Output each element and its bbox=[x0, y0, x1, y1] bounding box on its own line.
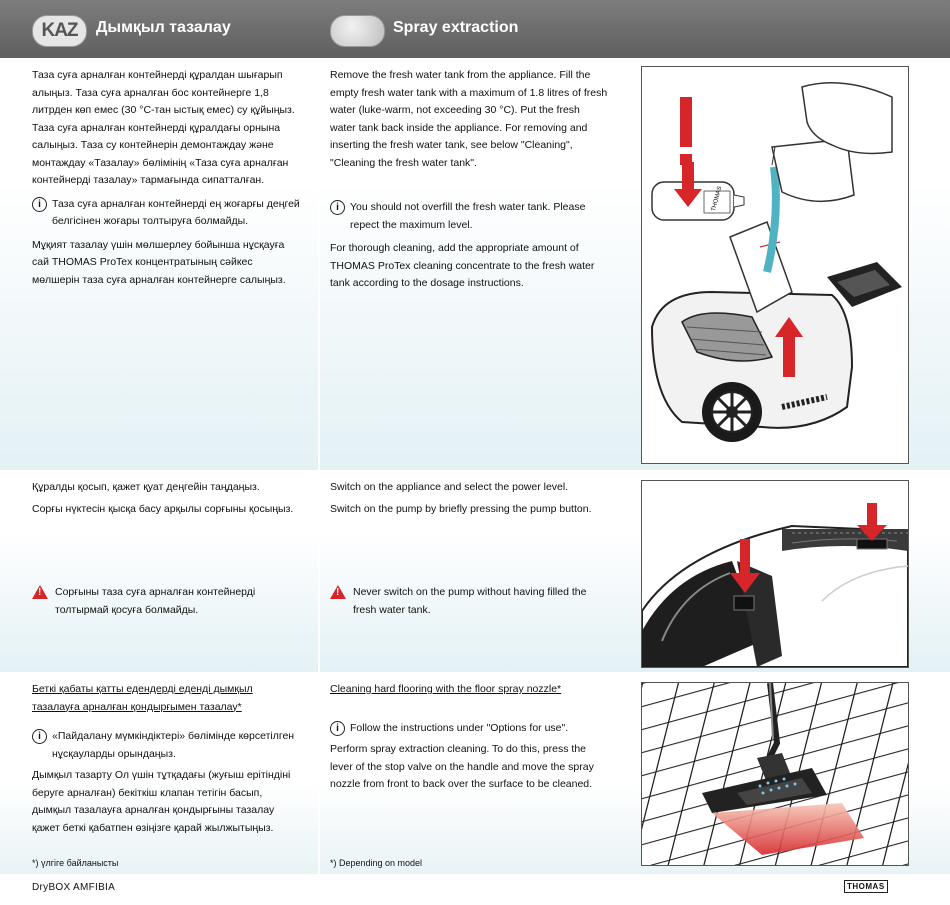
section1-kaz-note: Таза суға арналған контейнерді ең жоғарғы деңгей белгісінен жоғары толтыруға болмайды. bbox=[52, 197, 300, 227]
fill-tank-illustration bbox=[641, 66, 909, 464]
footer-model: DryBOX AMFIBIA bbox=[32, 882, 116, 893]
warning-icon: ! bbox=[330, 585, 346, 599]
section1-en-text2: For thorough cleaning, add the appropriate amount of THOMAS ProTex cleaning concentrate to the fresh water tank according to the dosage instructions. bbox=[330, 242, 595, 289]
switch-on-illustration bbox=[641, 480, 909, 668]
footer-brand-logo: THOMAS bbox=[844, 880, 888, 893]
info-icon: i bbox=[330, 721, 345, 736]
section3-kaz-text: Дымқыл тазарту Ол үшін тұтқадағы (жуғыш ерітіндіні беруге арналған) бекіткіш клапан тетігін басып, дымқыл тазалауға арналған қондырғыны тазалау қажет беткі қабатпен өзіңізге қарай жылжытыңыз. bbox=[32, 769, 291, 834]
section3-en-footnote: *) Depending on model bbox=[330, 858, 423, 868]
section3-en-note: Follow the instructions under "Options for use". bbox=[350, 721, 569, 734]
section2-kaz-warning: Сорғыны таза суға арналған контейнерді толтырмай қосуға болмайды. bbox=[55, 586, 256, 616]
en-section-title: Spray extraction bbox=[393, 19, 519, 36]
section1-en bbox=[330, 67, 608, 293]
en-language-badge bbox=[330, 15, 385, 47]
section3-kaz bbox=[32, 681, 302, 837]
section3-en-text: Perform spray extraction cleaning. To do this, press the lever of the stop valve on the handle and move the spray nozzle from front to back over the surface to be cleaned. bbox=[330, 743, 594, 790]
section2-en bbox=[330, 479, 608, 619]
page-header bbox=[0, 0, 950, 58]
section3-kaz-footnote: *) үлгіге байланысты bbox=[32, 858, 119, 868]
exclamation-icon bbox=[680, 97, 692, 165]
section3-kaz-note: «Пайдалану мүмкіндіктері» бөлімінде көрсетілген нұсқауларды орындаңыз. bbox=[52, 730, 295, 760]
section2-en-line1: Switch on the appliance and select the power level. bbox=[330, 481, 569, 493]
section3-kaz-heading: Беткі қабаты қатты едендерді еденді дымқыл тазалауға арналған қондырғымен тазалау* bbox=[32, 683, 253, 713]
kaz-section-title: Дымқыл тазалау bbox=[96, 19, 231, 36]
section3-en-heading: Cleaning hard flooring with the floor spray nozzle* bbox=[330, 683, 562, 695]
section1-kaz-text: Таза суға арналған контейнерді құралдан шығарып алыңыз. Таза суға арналған бос контейнерге 1,8 литрден көп емес (30 °C-тан ыстық емес) су құйыңыз. Таза суға арналған контейнерді құралдағы орнына салыңыз. Таза су контейнерін демонтаждау және монтаждау «Тазалау» бөлімінің «Таза суға арналған контейнерді тазалау» тармағында сипатталған. bbox=[32, 69, 295, 186]
section3-en bbox=[330, 681, 608, 794]
concentrate-bottle bbox=[652, 182, 744, 220]
section2-kaz bbox=[32, 479, 302, 619]
section1-en-note: You should not overfill the fresh water tank. Please repect the maximum level. bbox=[350, 201, 586, 231]
section1-kaz bbox=[32, 67, 302, 289]
section2-kaz-line1: Құралды қосып, қажет қуат деңгейін таңдаңыз. bbox=[32, 481, 260, 493]
section1-kaz-text2: Мұқият тазалау үшін мөлшерлеу бойынша нұсқауға сай THOMAS ProTex концентратының сәйкес мөлшерін таза суға арналған контейнерге салыңыз. bbox=[32, 238, 286, 286]
info-icon: i bbox=[32, 197, 47, 212]
warning-icon: ! bbox=[32, 585, 48, 599]
floor-nozzle-illustration bbox=[641, 682, 909, 866]
column-divider bbox=[318, 58, 320, 874]
info-icon: i bbox=[330, 200, 345, 215]
kaz-language-badge: KAZ bbox=[32, 15, 87, 47]
info-icon: i bbox=[32, 729, 47, 744]
section2-kaz-line2: Сорғы нүктесін қысқа басу арқылы сорғыны қосыңыз. bbox=[32, 502, 294, 515]
section2-en-line2: Switch on the pump by briefly pressing the pump button. bbox=[330, 502, 592, 515]
section2-en-warning: Never switch on the pump without having filled the fresh water tank. bbox=[353, 586, 587, 616]
section1-en-text: Remove the fresh water tank from the appliance. Fill the empty fresh water tank with a maximum of 1.8 litres of fresh water (luke-warm, not exceeding 30 °C). Put the fresh water tank back inside the appliance. For removing and inserting the fresh water tank, see below "Cleaning", "Cleaning the fresh water tank". bbox=[330, 69, 608, 169]
bottle-label: THOMAS bbox=[710, 185, 724, 213]
